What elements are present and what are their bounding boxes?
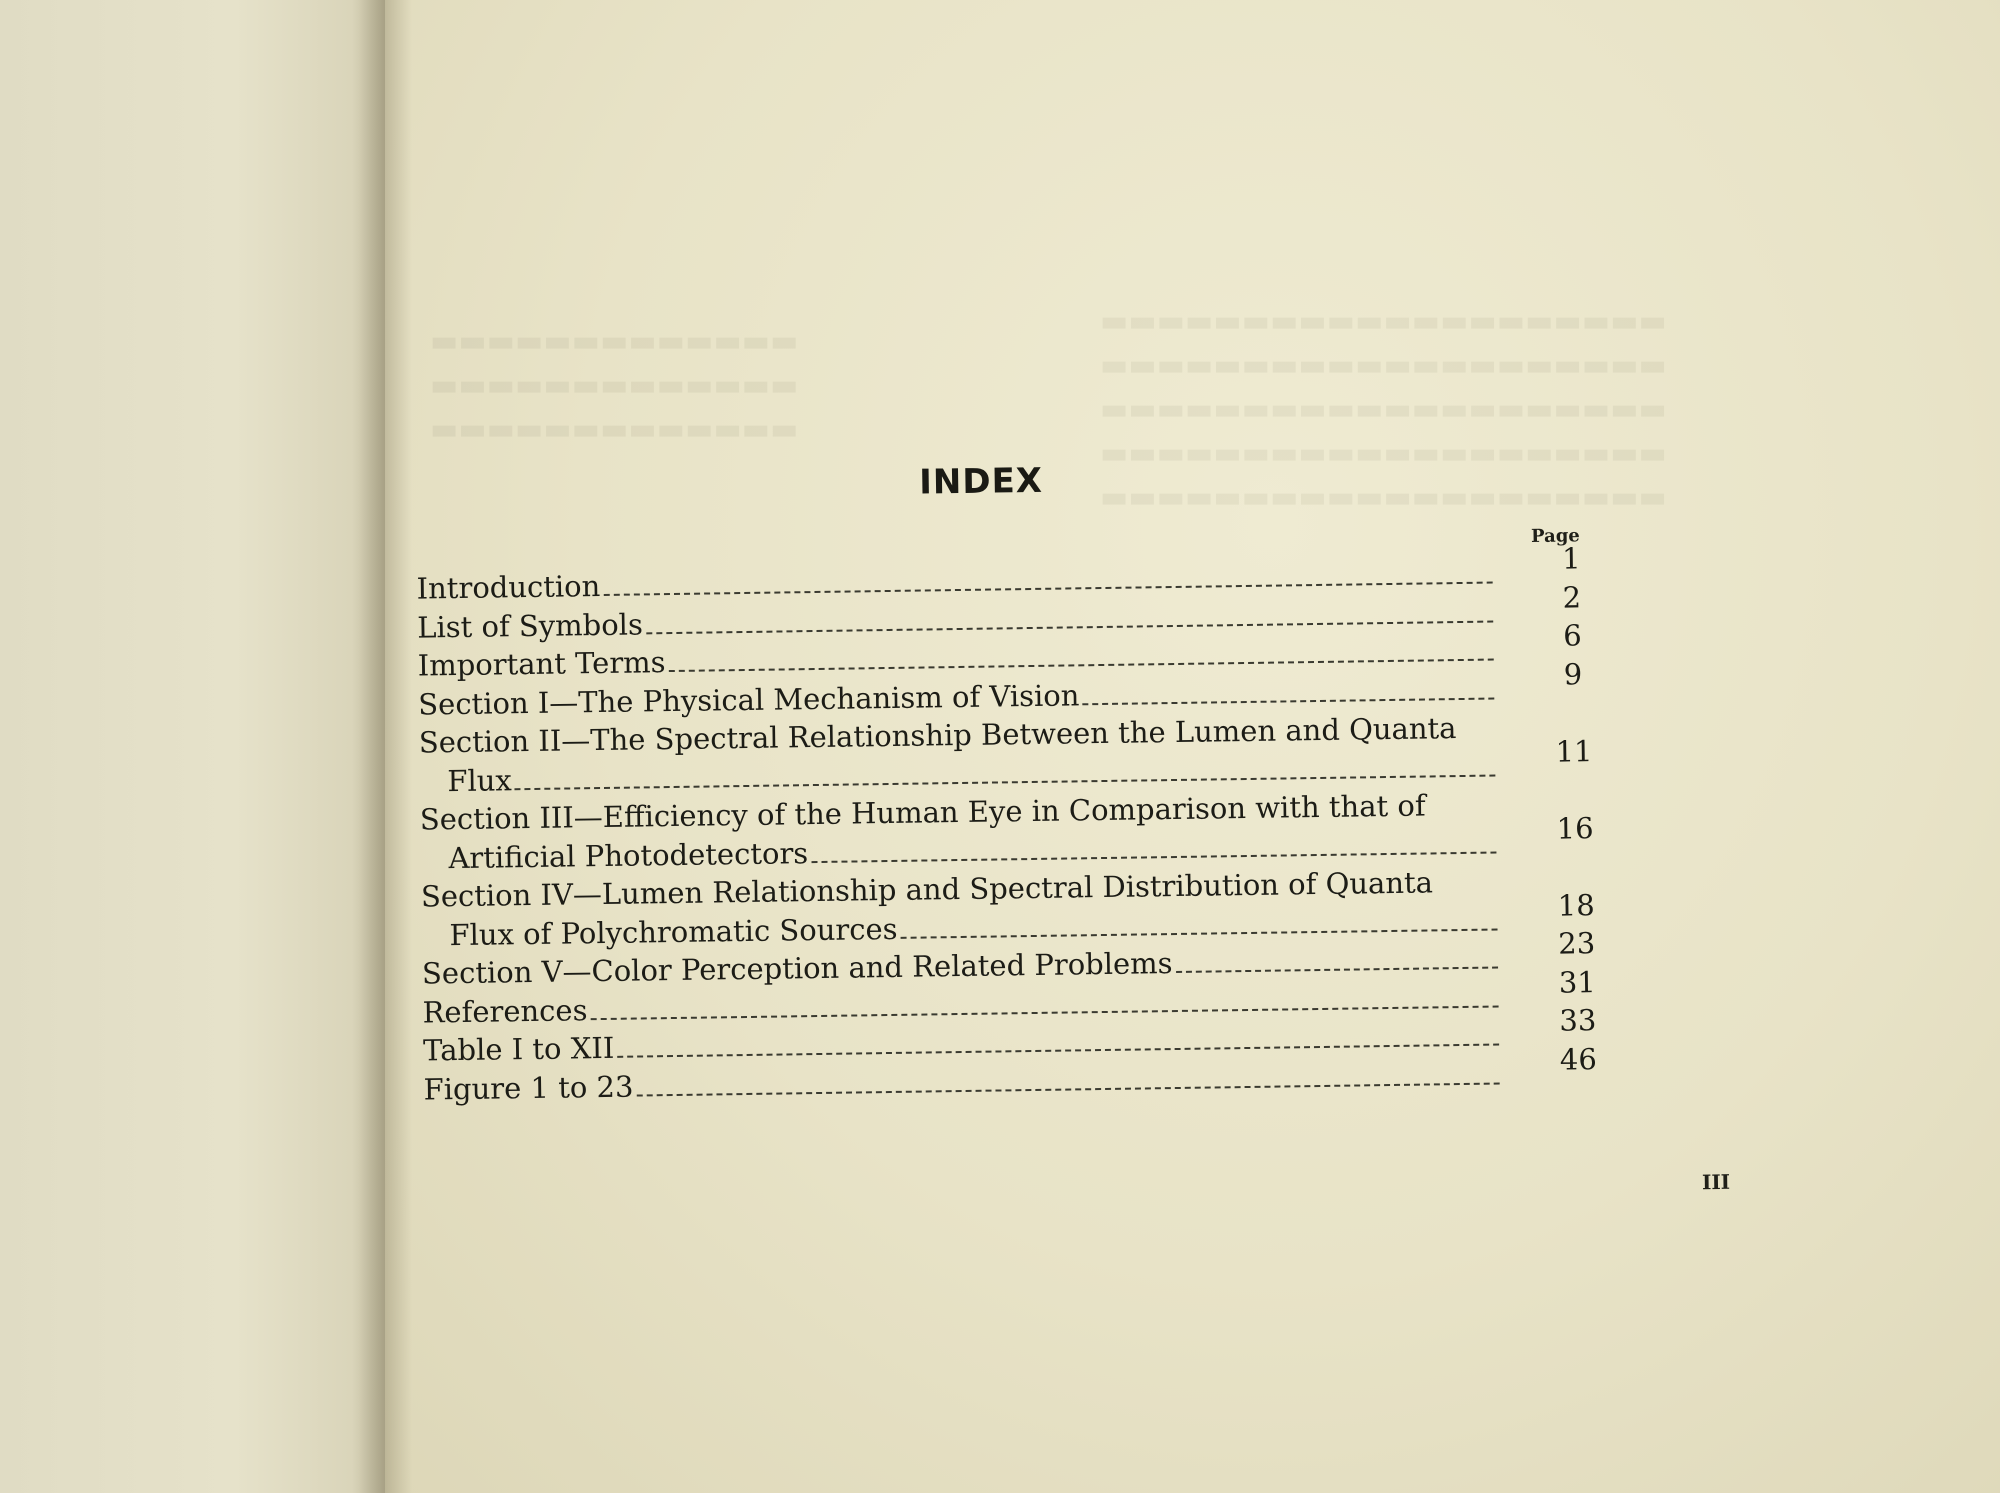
- entry-text: Introduction: [416, 569, 601, 606]
- dot-leader: [1083, 697, 1495, 705]
- entry-page: 6: [1562, 618, 1582, 653]
- dot-leader: [591, 1005, 1499, 1020]
- entry-text: References: [422, 992, 588, 1030]
- entry-text: Section II—The Spectral Relationship Between the Lumen and Quanta: [418, 711, 1457, 760]
- entry-text-continued: Flux: [447, 762, 513, 798]
- index-title: INDEX: [918, 460, 1044, 503]
- entry-page: 11: [1555, 733, 1593, 769]
- entry-text: Important Terms: [417, 645, 666, 683]
- entry-text-continued: Artificial Photodetectors: [448, 835, 809, 875]
- entry-page: 2: [1562, 579, 1582, 615]
- entry-text: Figure 1 to 23: [423, 1069, 634, 1107]
- dot-leader: [515, 774, 1495, 790]
- entry-page: 16: [1556, 810, 1594, 846]
- left-page: [0, 0, 390, 1493]
- entry-page: 9: [1563, 656, 1583, 692]
- entry-text: Section III—Efficiency of the Human Eye in Comparison with that of: [419, 788, 1426, 837]
- dot-leader: [669, 659, 1494, 673]
- index-block: [385, 453, 1635, 1170]
- dot-leader: [617, 1044, 1499, 1058]
- entry-text-continued: Flux of Polychromatic Sources: [449, 911, 898, 952]
- entry-page: 31: [1558, 964, 1596, 1000]
- entry-page: 33: [1559, 1003, 1597, 1038]
- entry-text: Section IV—Lumen Relationship and Spectral Distribution of Quanta: [420, 865, 1434, 914]
- dot-leader: [646, 620, 1493, 634]
- dot-leader: [901, 928, 1498, 938]
- entry-page: 1: [1561, 541, 1581, 576]
- entry-page: 23: [1558, 926, 1596, 961]
- page-column-header: Page: [1530, 525, 1580, 548]
- entry-page: 46: [1559, 1041, 1598, 1077]
- entry-page: 18: [1557, 887, 1595, 923]
- dot-leader: [603, 582, 1492, 596]
- dot-leader: [637, 1082, 1500, 1096]
- index-entries: [416, 541, 1603, 1110]
- dot-leader: [1176, 967, 1498, 974]
- entry-text: Table I to XII: [422, 1030, 615, 1068]
- dot-leader: [811, 851, 1496, 863]
- page-number: III: [1701, 1169, 1731, 1195]
- entry-text: Section I—The Physical Mechanism of Vision: [418, 677, 1080, 722]
- entry-text: List of Symbols: [416, 606, 644, 645]
- entry-text: Section V—Color Perception and Related Problems: [421, 946, 1173, 991]
